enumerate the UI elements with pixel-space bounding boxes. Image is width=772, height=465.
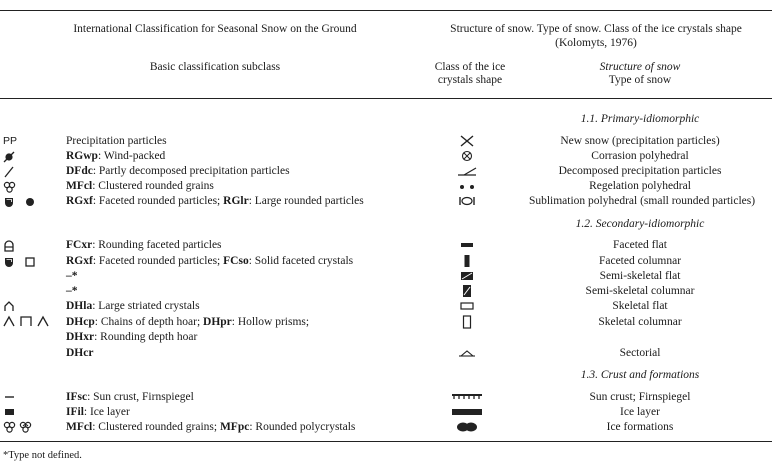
row-rgxf-rglr xyxy=(66,194,364,208)
row-rgwp xyxy=(66,149,165,163)
semi-skeletal-column-icon xyxy=(452,284,482,298)
row-fcxr-desc: : Rounding faceted particles xyxy=(92,239,222,251)
row-mfcl xyxy=(66,179,214,193)
row-ifil xyxy=(66,405,130,419)
section-secondary: 1.2. Secondary-idiomorphic xyxy=(575,218,705,230)
row-dhla-code: DHla xyxy=(66,300,93,312)
bottom-rule xyxy=(0,441,772,442)
type-skeletal-flat: Skeletal flat xyxy=(612,300,668,312)
ice-formation-icon xyxy=(452,420,482,434)
type-new-snow: New snow (precipitation particles) xyxy=(560,135,720,147)
row-rgxf2-code: RGxf xyxy=(66,255,93,267)
type-sectorial: Sectorial xyxy=(619,347,661,359)
row-dhcr-code: DHcr xyxy=(66,347,94,359)
structure-header: Structure of snow xyxy=(599,61,681,73)
header-rule xyxy=(0,98,772,99)
row-dhla-desc: : Large striated crystals xyxy=(92,300,200,312)
row-undefined-2-code: –* xyxy=(66,285,78,297)
row-rgxf-desc: : Faceted rounded particles; xyxy=(92,195,224,207)
section-crust: 1.3. Crust and formations xyxy=(580,369,700,381)
row-fcxr xyxy=(66,238,222,252)
row-dhla xyxy=(66,299,200,313)
row-fcso-code: FCso xyxy=(223,255,249,267)
type-sublimation: Sublimation polyhedral (small rounded particles) xyxy=(528,195,756,207)
angled-line-icon xyxy=(452,164,482,178)
row-ifsc xyxy=(66,390,194,404)
row-rgxf2-desc: : Faceted rounded particles; xyxy=(92,255,224,267)
type-decomposed: Decomposed precipitation particles xyxy=(558,165,722,177)
row-rglr-code: RGlr xyxy=(223,195,249,207)
row-mfcl2-desc: : Clustered rounded grains; xyxy=(92,421,220,433)
semi-skeletal-flat-icon xyxy=(452,269,482,283)
row-dfdc-desc: : Partly decomposed precipitation particles xyxy=(92,165,290,177)
left-title: International Classification for Seasonal Snow on the Ground xyxy=(73,23,357,35)
hollow-column-icon xyxy=(452,315,482,329)
two-dots-icon xyxy=(452,179,482,193)
type-sun-crust: Sun crust; Firnspiegel xyxy=(589,391,691,403)
row-mfcl-mfpc xyxy=(66,420,355,434)
row-fcxr-code: FCxr xyxy=(66,239,93,251)
row-mfpc-desc: : Rounded polycrystals xyxy=(249,421,356,433)
row-mfcl-code: MFcl xyxy=(66,180,93,192)
right-title-line1: Structure of snow. Type of snow. Class of the ice crystals shape xyxy=(450,23,742,35)
row-dhcr xyxy=(66,346,93,360)
row-mfcl-desc: : Clustered rounded grains xyxy=(92,180,214,192)
top-rule xyxy=(0,10,772,11)
thick-bar-icon xyxy=(450,405,484,419)
type-faceted-columnar: Faceted columnar xyxy=(598,255,682,267)
clustered-grains-icon xyxy=(2,180,32,194)
row-dhxr-code: DHxr xyxy=(66,331,95,343)
row-fcso-desc: : Solid faceted crystals xyxy=(248,255,354,267)
wind-packed-icon xyxy=(2,150,32,164)
row-rglr-desc: : Large rounded particles xyxy=(248,195,364,207)
row-ifil-desc: : Ice layer xyxy=(83,406,130,418)
dotted-line-icon xyxy=(450,390,484,404)
class-shape-header-2: crystals shape xyxy=(437,74,503,86)
sectorial-icon xyxy=(452,346,482,360)
x-icon xyxy=(452,134,482,148)
pp-symbol: PP xyxy=(3,135,18,147)
row-undefined-1-code: –* xyxy=(66,270,78,282)
type-ice-formations: Ice formations xyxy=(606,421,674,433)
striated-crystal-icon xyxy=(2,299,32,313)
row-rgxf-fcso xyxy=(66,254,353,268)
bracketed-circle-icon xyxy=(452,194,482,208)
type-regelation: Regelation polyhedral xyxy=(589,180,691,192)
row-mfpc-code: MFpc xyxy=(219,421,250,433)
row-dhxr-desc: : Rounding depth hoar xyxy=(94,331,198,343)
type-corrasion: Corrasion polyhedral xyxy=(591,150,689,162)
row-dfdc xyxy=(66,164,290,178)
type-semi-skeletal-flat: Semi-skeletal flat xyxy=(599,270,681,282)
row-dfdc-code: DFdc xyxy=(66,165,93,177)
faceted-rounded-and-dot-icon xyxy=(2,195,48,209)
row-ifsc-desc: : Sun crust, Firnspiegel xyxy=(87,391,194,403)
basic-subclass-header: Basic classification subclass xyxy=(149,61,281,73)
row-pp-desc: Precipitation particles xyxy=(66,135,167,147)
row-undefined-1 xyxy=(66,269,78,283)
ice-layer-icon xyxy=(2,405,32,419)
rounding-faceted-icon xyxy=(2,239,32,253)
row-rgwp-code: RGwp xyxy=(66,150,98,162)
flat-bar-icon xyxy=(452,238,482,252)
class-shape-header-1: Class of the ice xyxy=(434,61,506,73)
row-rgwp-desc: : Wind-packed xyxy=(97,150,166,162)
type-skeletal-columnar: Skeletal columnar xyxy=(598,316,682,328)
slash-icon xyxy=(2,165,32,179)
row-dhpr-code: DHpr xyxy=(203,316,232,328)
hollow-flat-icon xyxy=(452,299,482,313)
type-header: Type of snow xyxy=(608,74,672,86)
type-ice-layer: Ice layer xyxy=(620,406,660,418)
row-dhpr-desc: : Hollow prisms; xyxy=(231,316,310,328)
row-rgxf-code: RGxf xyxy=(66,195,93,207)
row-undefined-2 xyxy=(66,284,78,298)
row-mfcl2-code: MFcl xyxy=(66,421,93,433)
section-primary: 1.1. Primary-idiomorphic xyxy=(580,113,700,125)
row-ifil-code: IFil xyxy=(66,406,84,418)
column-bar-icon xyxy=(452,254,482,268)
clustered-polycrystal-icons xyxy=(2,420,42,434)
type-semi-skeletal-columnar: Semi-skeletal columnar xyxy=(585,285,695,297)
right-title-line2: (Kolomyts, 1976) xyxy=(555,37,637,49)
type-faceted-flat: Faceted flat xyxy=(613,239,667,251)
row-dhcp-code: DHcp xyxy=(66,316,95,328)
faceted-rounded-and-square-icon xyxy=(2,255,48,269)
row-dhcp-dhpr xyxy=(66,315,309,329)
sun-crust-icon xyxy=(2,390,32,404)
row-dhcp-desc: : Chains of depth hoar; xyxy=(94,316,204,328)
row-pp xyxy=(66,134,167,148)
footnote: *Type not defined. xyxy=(3,450,82,461)
circle-cross-icon xyxy=(452,149,482,163)
depth-hoar-icons xyxy=(2,314,58,328)
row-dhxr xyxy=(66,330,197,344)
row-ifsc-code: IFsc xyxy=(66,391,88,403)
